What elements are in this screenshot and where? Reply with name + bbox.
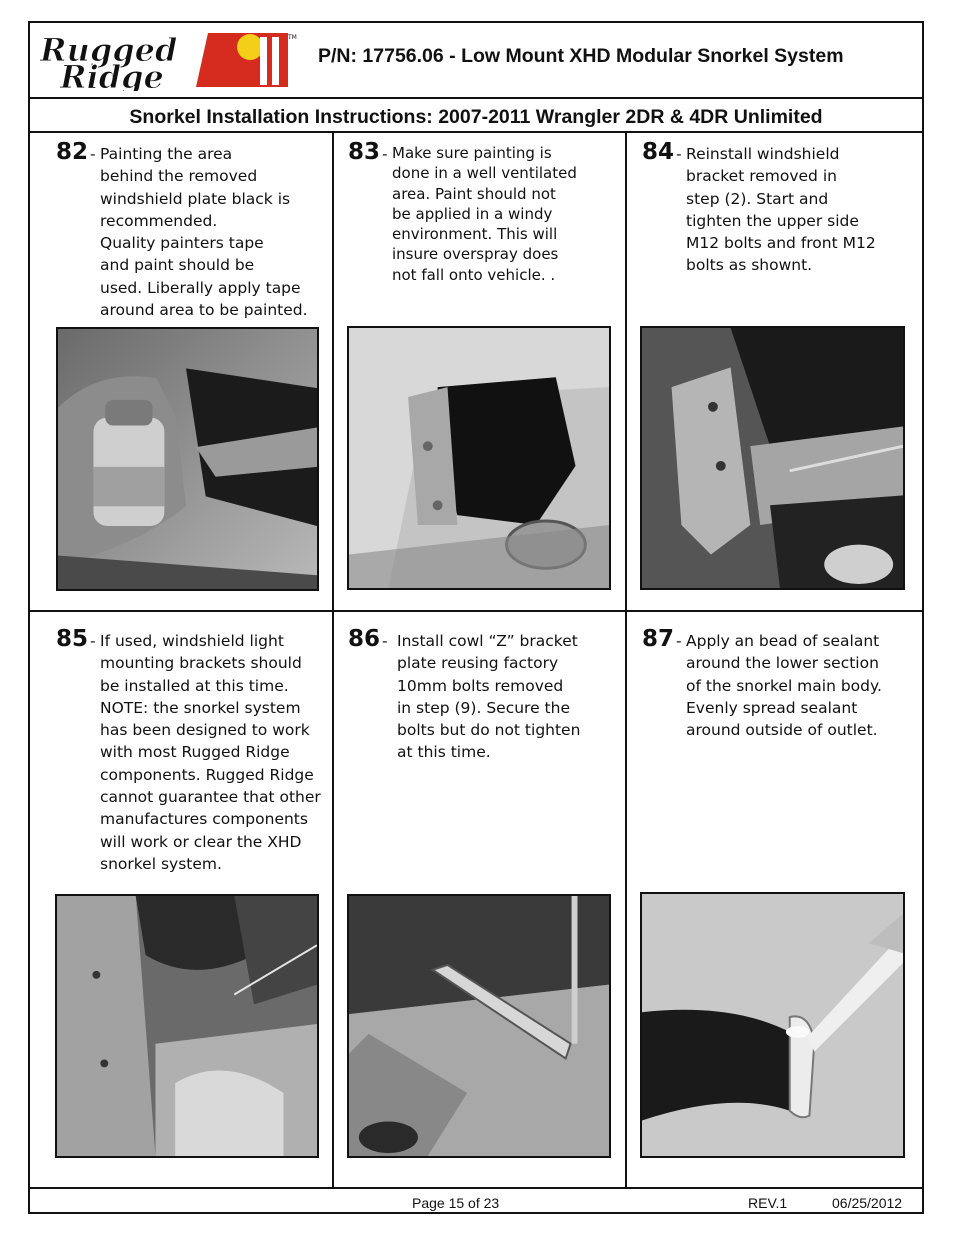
step-87-cell xyxy=(625,612,926,1187)
instruction-page xyxy=(28,21,924,1214)
step-text: Make sure painting is done in a well ventilated area. Paint should not be applied in a windy environment. This will insure overspray does not fall onto vehicle. . xyxy=(392,144,577,284)
step-83-photo xyxy=(347,326,611,590)
step-85-cell xyxy=(30,612,332,1187)
rugged-ridge-logo xyxy=(38,29,300,91)
step-number: 83 xyxy=(348,139,381,165)
step-84-cell xyxy=(625,133,926,610)
step-86 xyxy=(348,626,623,764)
step-dash: - xyxy=(382,632,388,650)
step-84 xyxy=(642,139,922,277)
page-header xyxy=(30,23,922,99)
step-82 xyxy=(56,139,330,321)
step-text: Apply an bead of sealant around the lower section of the snorkel main body. Evenly spread sealant around outside of outlet. xyxy=(686,632,882,740)
step-86-cell xyxy=(332,612,625,1187)
steps-grid xyxy=(30,133,922,1187)
step-dash: - xyxy=(676,145,682,163)
part-title: P/N: 17756.06 - Low Mount XHD Modular Snorkel System xyxy=(318,45,844,67)
page-subtitle: Snorkel Installation Instructions: 2007-2011 Wrangler 2DR & 4DR Unlimited xyxy=(30,99,922,133)
step-number: 86 xyxy=(348,626,381,652)
step-number: 82 xyxy=(56,139,89,165)
step-86-photo xyxy=(347,894,611,1158)
step-text: Painting the area behind the removed windshield plate black is recommended. Quality painters tape and paint should be used. Liberally apply tape around area to be painted. xyxy=(100,145,308,320)
step-number: 85 xyxy=(56,626,89,652)
step-dash: - xyxy=(382,145,388,163)
step-85 xyxy=(56,626,332,875)
step-82-cell xyxy=(30,133,332,610)
step-87 xyxy=(642,626,922,741)
logo-wordmark-top: Rugged xyxy=(40,31,178,69)
page-footer xyxy=(30,1187,922,1214)
revision: REV.1 xyxy=(748,1195,788,1211)
step-text: If used, windshield light mounting brackets should be installed at this time. NOTE: the snorkel system has been designed to work with most Rugged Ridge components. Rugged Ridge cannot guarantee that other manufactures components will work or clear the XHD snorkel system. xyxy=(100,632,321,873)
step-83-cell xyxy=(332,133,625,610)
step-dash: - xyxy=(90,632,96,650)
step-83 xyxy=(348,139,623,285)
logo-trademark: TM xyxy=(288,34,297,41)
step-82-photo xyxy=(56,327,319,591)
step-number: 87 xyxy=(642,626,675,652)
step-text: Reinstall windshield bracket removed in step (2). Start and tighten the upper side M12 bolts and front M12 bolts as shownt. xyxy=(686,145,876,275)
step-84-photo xyxy=(640,326,905,590)
step-85-photo xyxy=(55,894,319,1158)
revision-date: 06/25/2012 xyxy=(832,1195,903,1211)
step-text: Install cowl “Z” bracket plate reusing factory 10mm bolts removed in step (9). Secure the bolts but do not tighten at this time. xyxy=(397,632,581,762)
step-dash: - xyxy=(90,145,96,163)
step-dash: - xyxy=(676,632,682,650)
step-number: 84 xyxy=(642,139,675,165)
step-87-photo xyxy=(640,892,905,1158)
logo-wordmark-bottom: Ridge xyxy=(60,58,164,91)
page-number: Page 15 of 23 xyxy=(412,1195,500,1211)
